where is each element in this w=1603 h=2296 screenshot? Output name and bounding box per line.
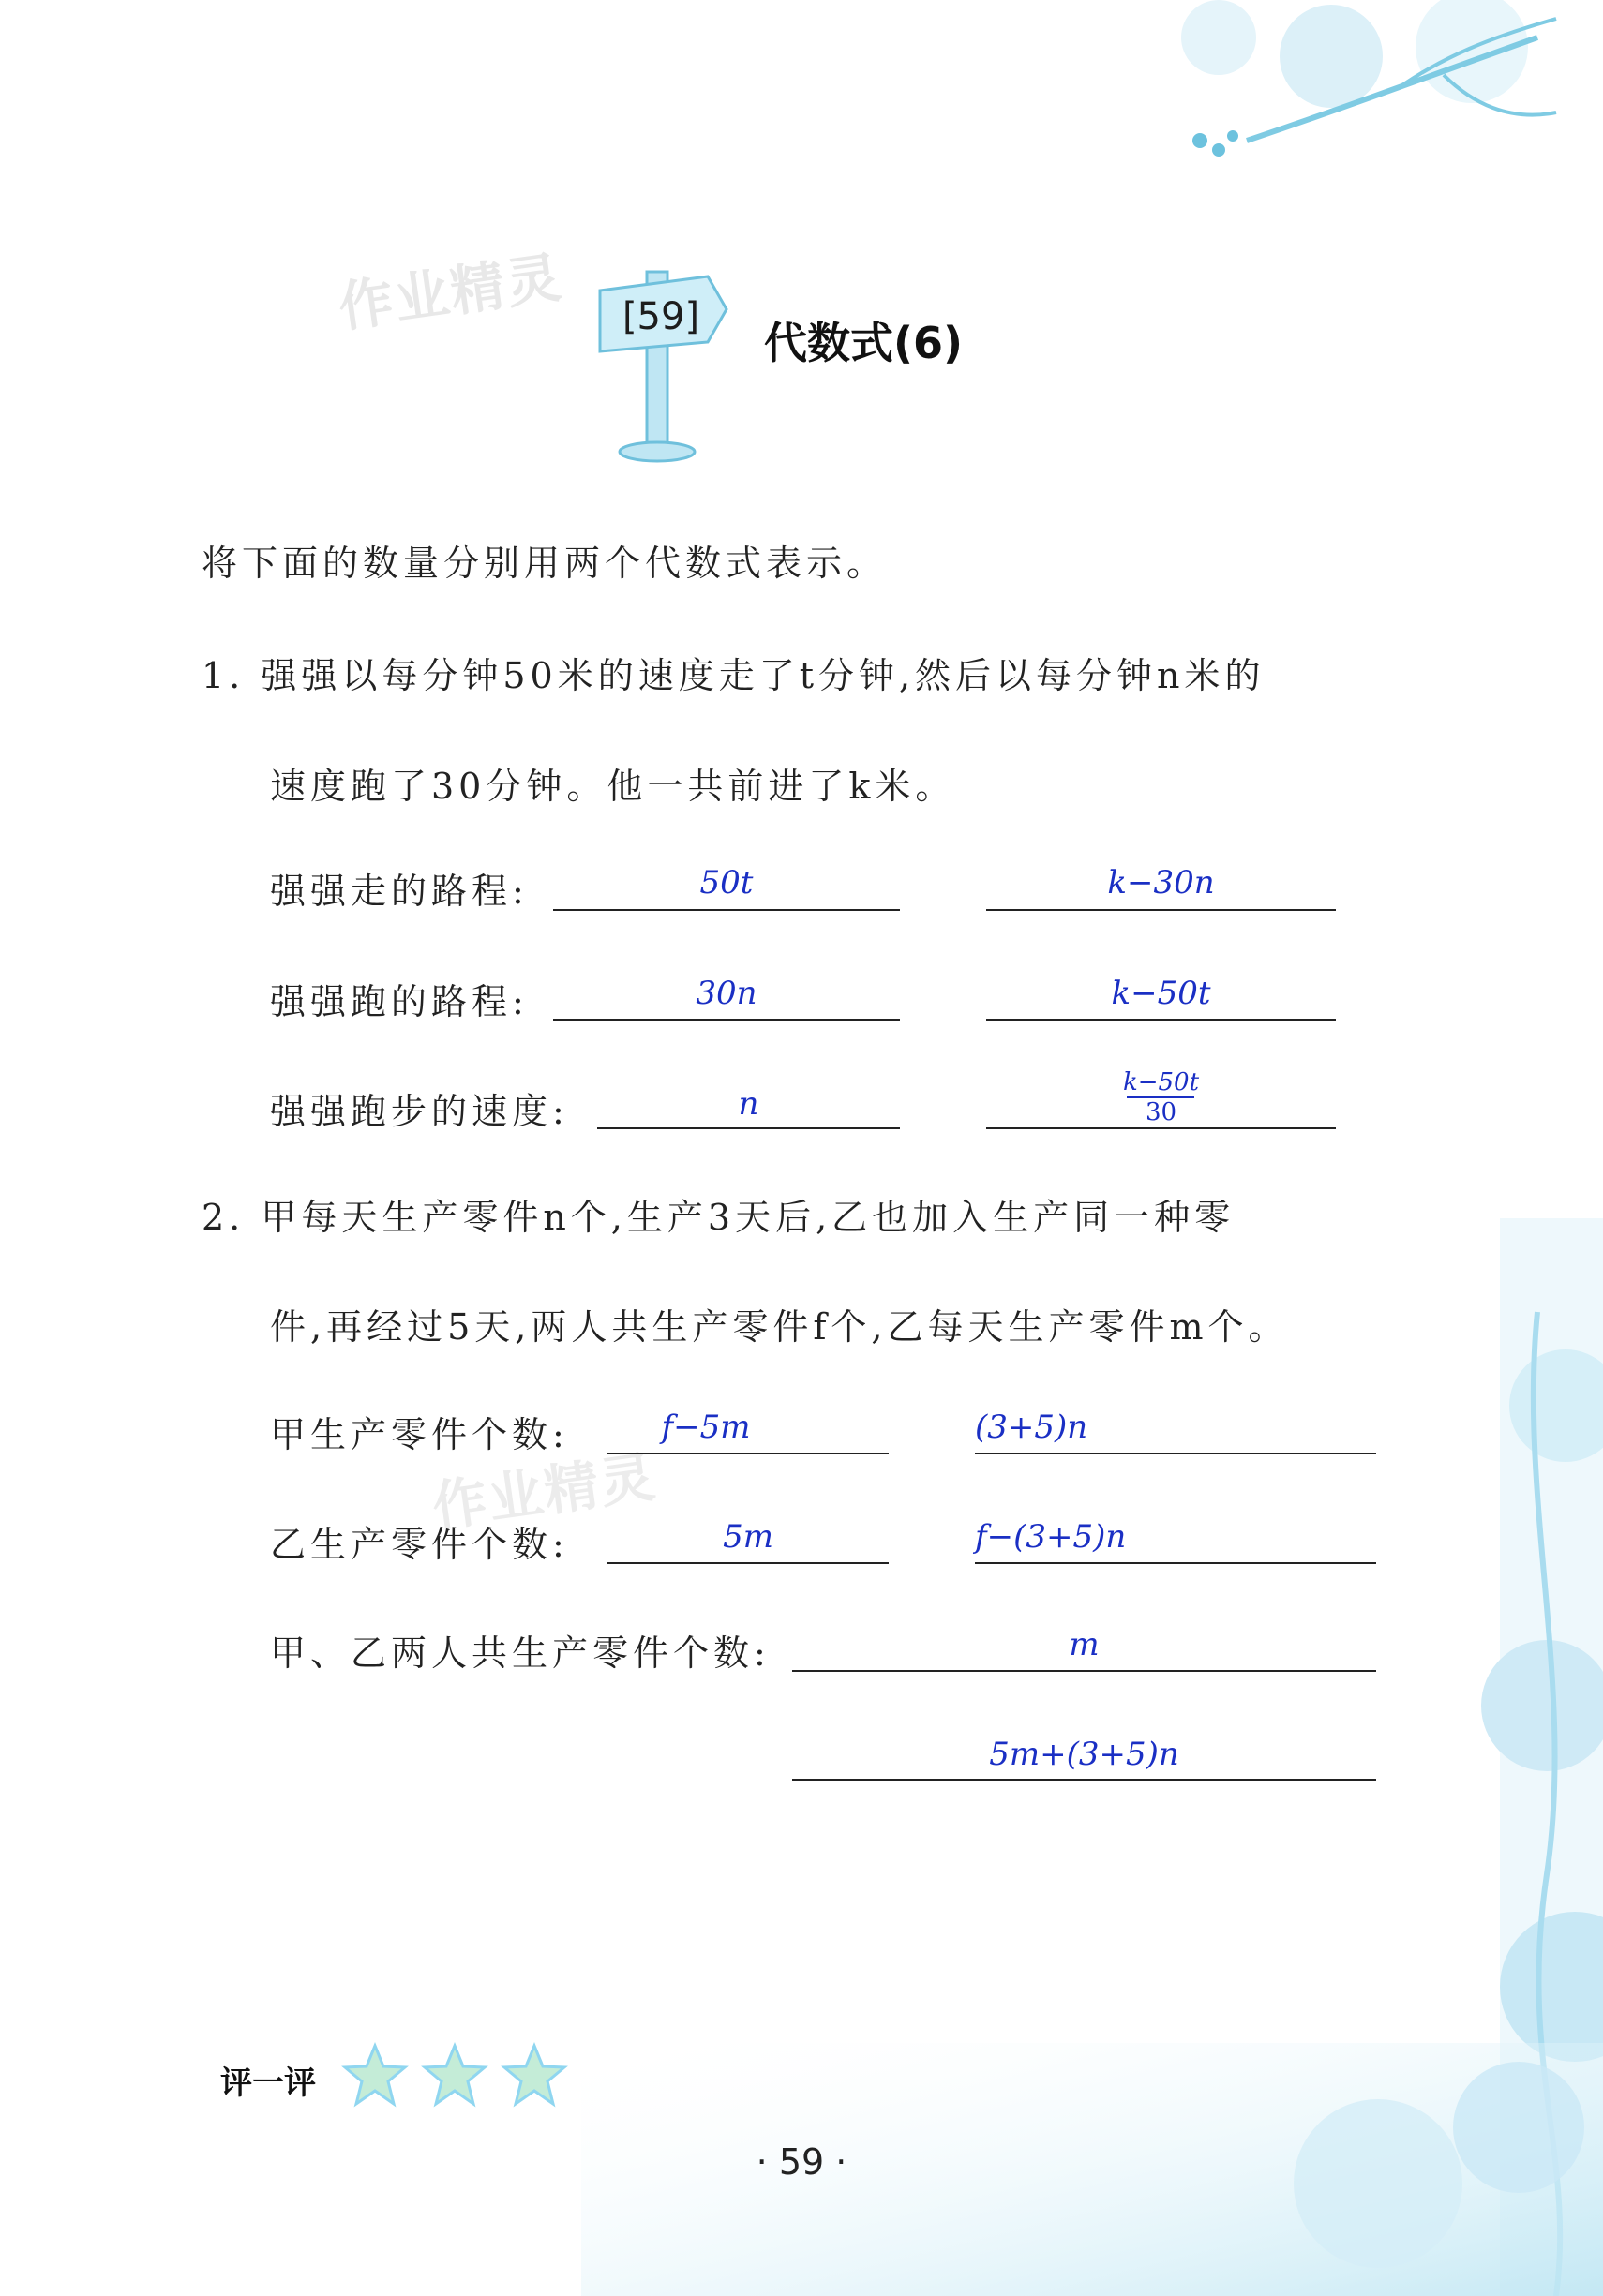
answer-line [553, 909, 900, 911]
q2-row2-answer1: 5m [723, 1518, 773, 1556]
answer-line [986, 1127, 1336, 1129]
q1-row2-answer2: k−50t [1111, 975, 1211, 1012]
fraction-numerator: k−50t [1122, 1068, 1200, 1096]
q2-row3-label: 甲、乙两人共生产零件个数: [270, 1633, 771, 1674]
q1-row1-label: 强强走的路程: [270, 871, 529, 912]
rating-stars [337, 2038, 572, 2113]
q1-row1-answer1: 50t [699, 864, 754, 902]
q1-row1-answer2: k−30n [1107, 864, 1215, 902]
answer-line [607, 1453, 889, 1454]
q1-row3-answer1: n [738, 1085, 759, 1123]
answer-line [553, 1019, 900, 1021]
watermark: 作业精灵 [428, 1444, 661, 1540]
star-icon [425, 2046, 485, 2104]
page-title: 代数式(6) [764, 318, 964, 368]
q2-row1-answer2: (3+5)n [975, 1409, 1088, 1446]
answer-line [597, 1127, 900, 1129]
q1-row2-answer1: 30n [696, 975, 757, 1012]
q2-text-line2: 件,再经过5天,两人共生产零件f个,乙每天生产零件m个。 [270, 1306, 1289, 1348]
lesson-number: [59] [622, 295, 700, 338]
answer-line [986, 909, 1336, 911]
q2-text-line1: 2. 甲每天生产零件n个,生产3天后,乙也加入生产同一种零 [202, 1197, 1236, 1238]
q2-row3-answer2: 5m+(3+5)n [989, 1736, 1179, 1773]
q2-row3-answer1: m [1069, 1626, 1100, 1663]
q2-row1-answer1: f−5m [661, 1409, 751, 1446]
q2-row2-label: 乙生产零件个数: [270, 1524, 569, 1565]
signpost-icon [591, 253, 731, 469]
instruction: 将下面的数量分别用两个代数式表示。 [202, 543, 888, 584]
answer-line [986, 1019, 1336, 1021]
answer-line [792, 1670, 1376, 1672]
q1-row3-label: 强强跑步的速度: [270, 1091, 569, 1132]
page-number: · 59 · [756, 2141, 847, 2183]
q1-text-line1: 1. 强强以每分钟50米的速度走了t分钟,然后以每分钟n米的 [202, 655, 1266, 696]
q2-row2-answer2: f−(3+5)n [975, 1518, 1127, 1556]
q1-row2-label: 强强跑的路程: [270, 981, 529, 1022]
q2-row1-label: 甲生产零件个数: [270, 1414, 569, 1455]
fraction [1123, 1070, 1199, 1125]
star-icon [345, 2046, 405, 2104]
rating-label: 评一评 [220, 2065, 316, 2102]
branch-decoration [1162, 0, 1603, 187]
watermark: 作业精灵 [335, 245, 567, 340]
q1-text-line2: 速度跑了30分钟。他一共前进了k米。 [270, 766, 956, 807]
star-icon [504, 2046, 564, 2104]
fraction-denominator: 30 [1145, 1098, 1177, 1126]
answer-line [975, 1562, 1376, 1564]
answer-line [975, 1453, 1376, 1454]
answer-line [607, 1562, 889, 1564]
q1-row3-answer2 [986, 1070, 1336, 1125]
answer-line [792, 1779, 1376, 1781]
